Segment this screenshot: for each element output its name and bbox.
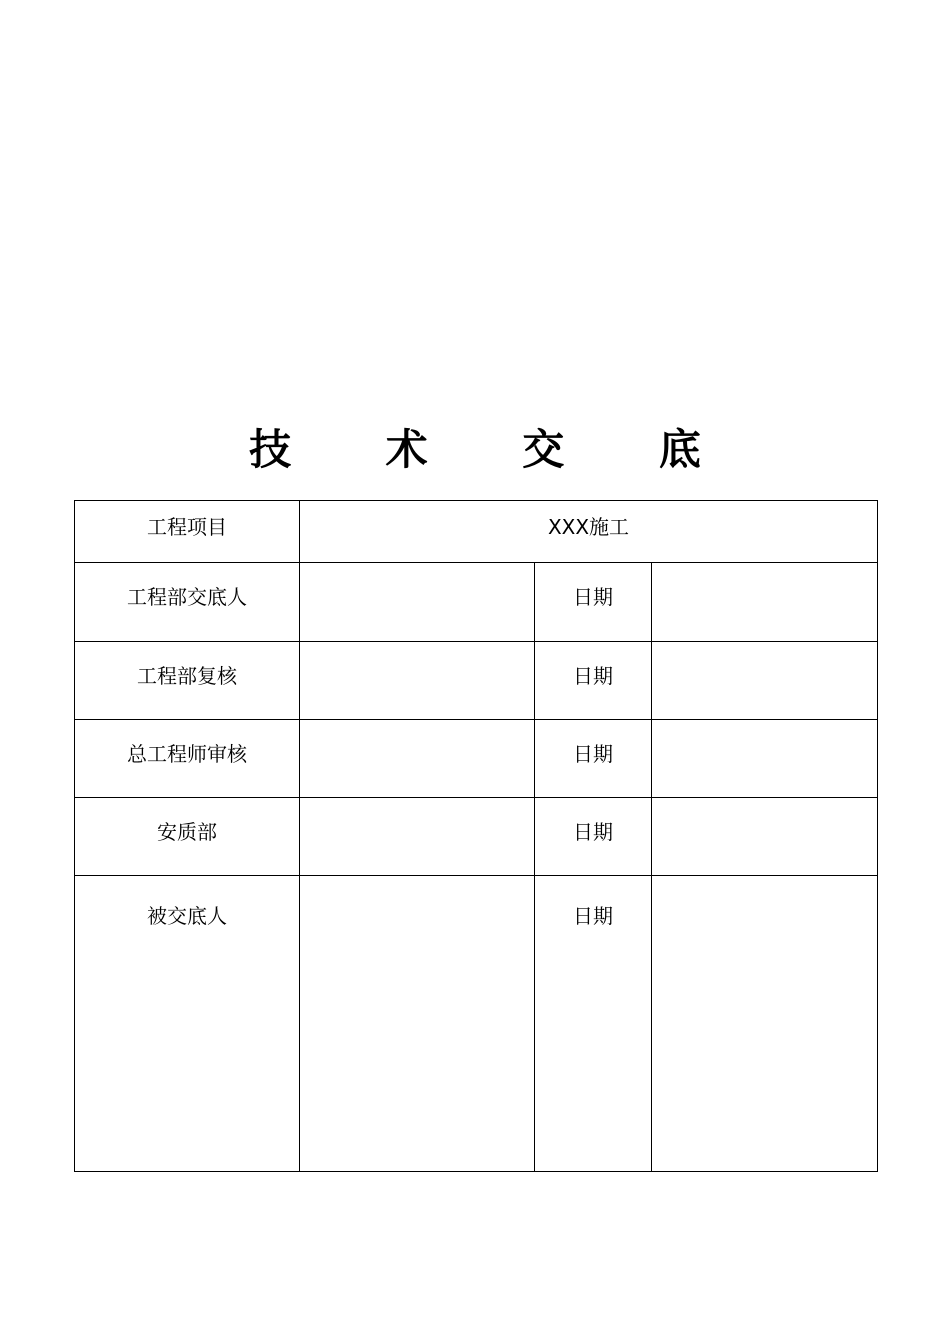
date-cell[interactable]	[652, 563, 878, 642]
date-label: 日期	[535, 642, 652, 720]
signature-cell[interactable]	[300, 798, 535, 876]
date-cell[interactable]	[652, 876, 878, 1172]
date-cell[interactable]	[652, 798, 878, 876]
handover-form-table	[74, 500, 878, 1172]
date-label: 日期	[535, 720, 652, 798]
signature-cell[interactable]	[300, 720, 535, 798]
signature-cell[interactable]	[300, 642, 535, 720]
row-label: 工程部复核	[75, 642, 300, 720]
project-value: XXX施工	[300, 501, 878, 563]
date-cell[interactable]	[652, 642, 878, 720]
table-row	[75, 798, 878, 876]
date-label: 日期	[535, 798, 652, 876]
row-label: 总工程师审核	[75, 720, 300, 798]
date-label: 日期	[535, 563, 652, 642]
project-label: 工程项目	[75, 501, 300, 563]
signature-cell[interactable]	[300, 876, 535, 1172]
date-cell[interactable]	[652, 720, 878, 798]
project-row	[75, 501, 878, 563]
table-row	[75, 876, 878, 1172]
table-row	[75, 720, 878, 798]
date-label: 日期	[535, 876, 652, 1172]
row-label: 安质部	[75, 798, 300, 876]
table-row	[75, 563, 878, 642]
row-label: 被交底人	[75, 876, 300, 1172]
signature-cell[interactable]	[300, 563, 535, 642]
document-title: 技 术 交 底	[249, 425, 741, 474]
table-row	[75, 642, 878, 720]
row-label: 工程部交底人	[75, 563, 300, 642]
